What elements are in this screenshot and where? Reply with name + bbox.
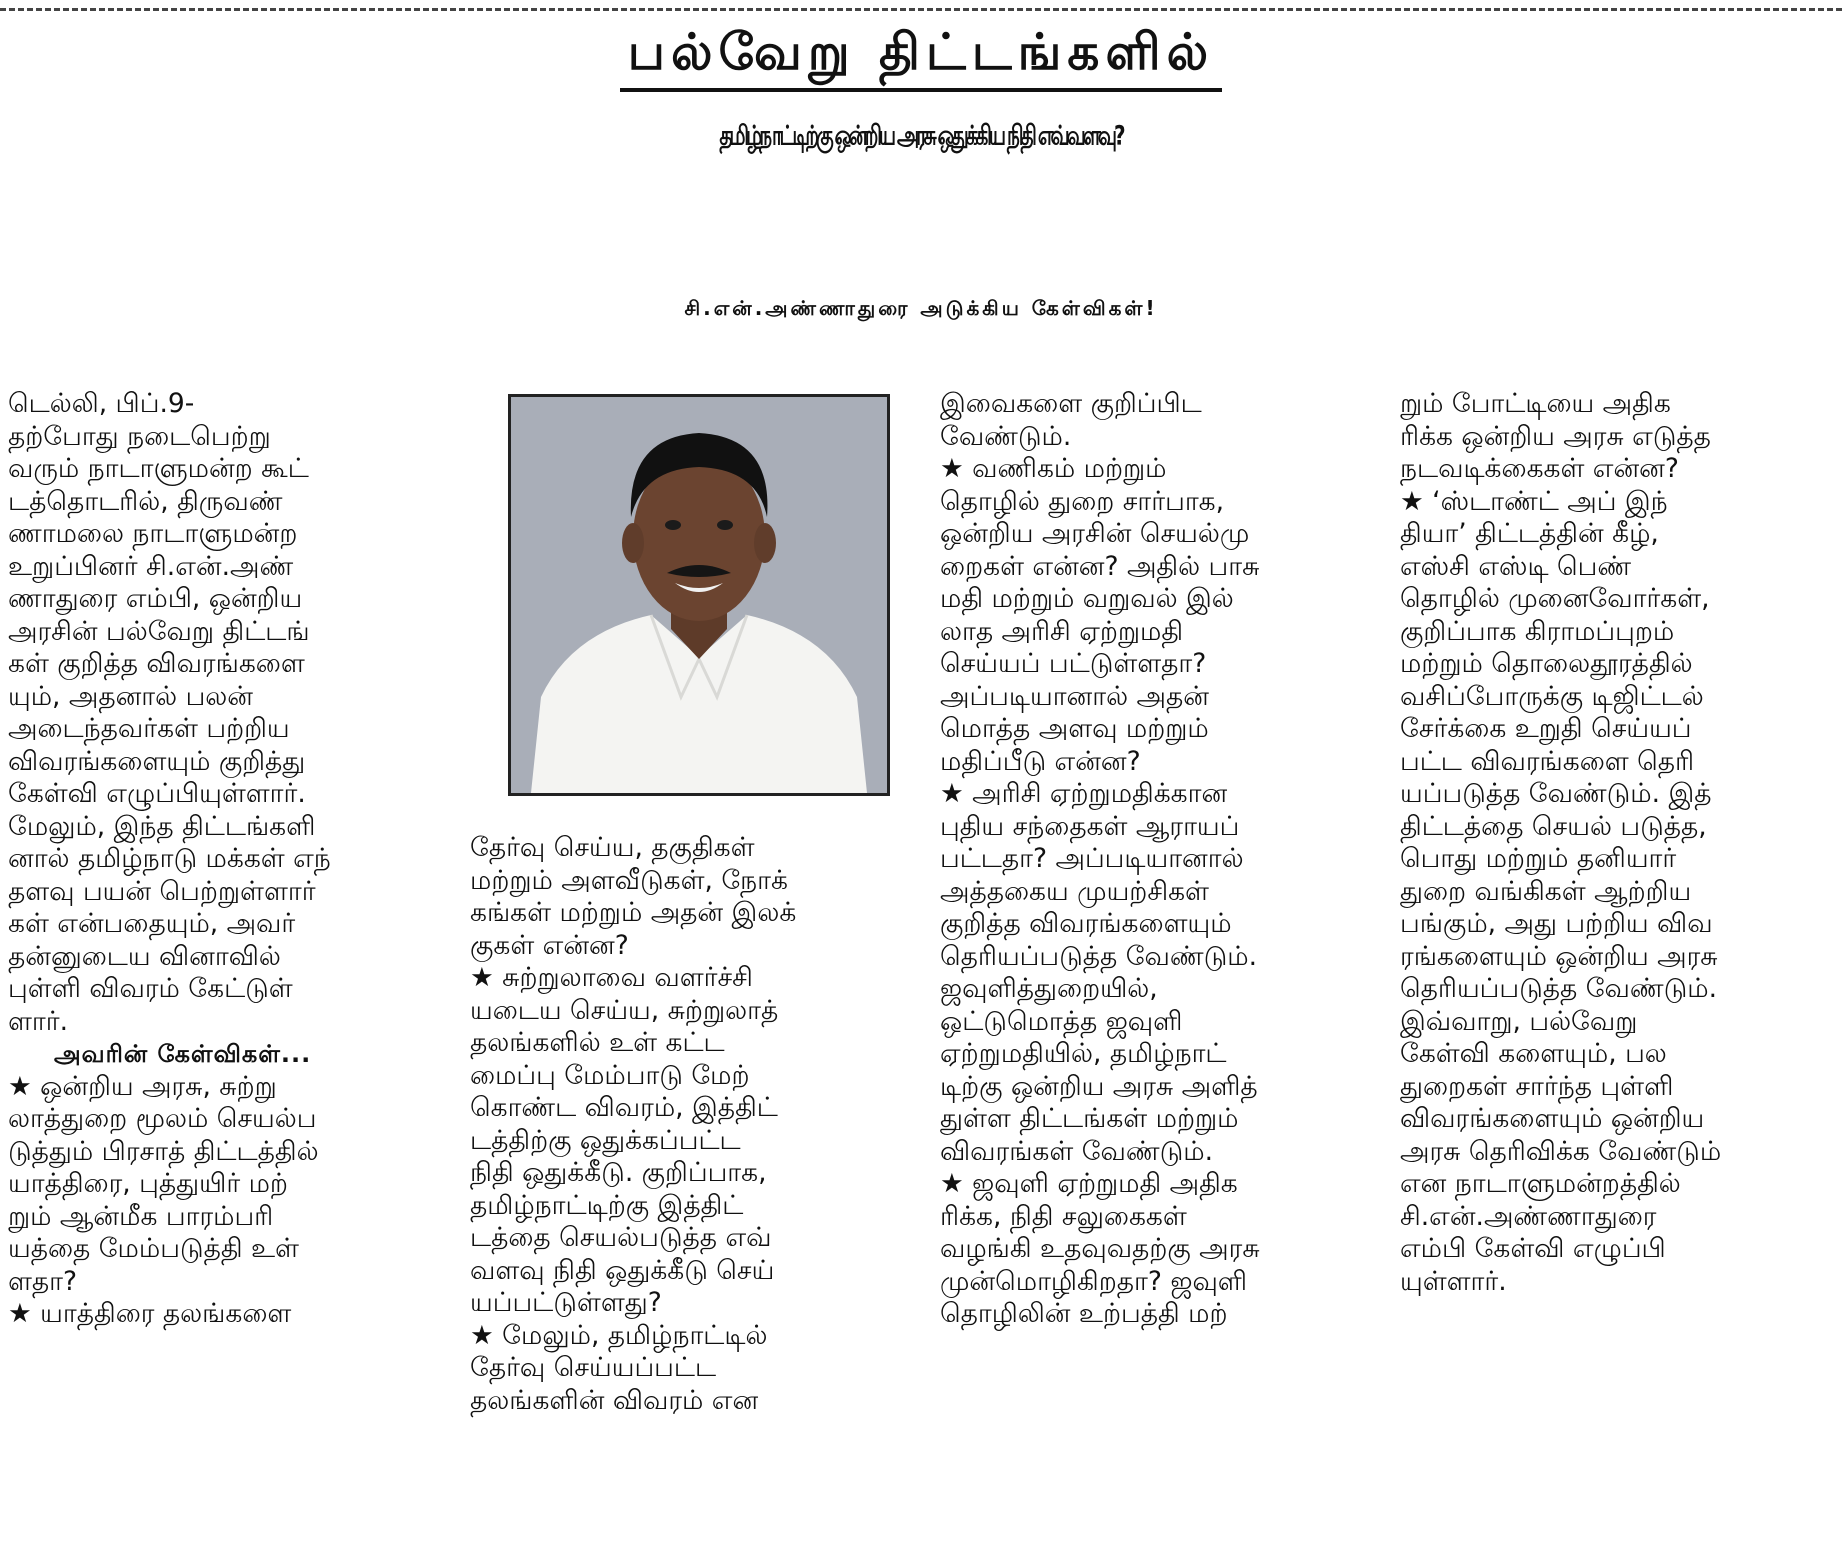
text-line: டிற்கு ஒன்றிய அரசு அளித்	[940, 1070, 1258, 1102]
headline: தமிழ்நாட்டிற்கு ஒன்றிய அரசு ஒதுக்கிய நிதி எவ்வளவு?	[719, 118, 1123, 152]
text-line: னால் தமிழ்நாடு மக்கள் எந்	[8, 843, 331, 874]
text-line: யப்படுத்த வேண்டும். இத்	[1400, 778, 1712, 809]
text-line: றும் ஆன்மீக பாரம்பரி	[8, 1200, 274, 1232]
column-2	[470, 832, 908, 1548]
text-line: யுள்ளார்.	[1400, 1265, 1507, 1297]
text-line: யும், அதனால் பலன்	[8, 680, 253, 712]
text-line: தொழில் துறை சார்பாக,	[940, 485, 1225, 517]
text-line: கேள்வி களையும், பல	[1400, 1038, 1667, 1069]
text-line: தேர்வு செய்ய, தகுதிகள்	[470, 832, 755, 863]
text-line: யத்தை மேம்படுத்தி உள்	[8, 1233, 299, 1264]
text-line: துறைகள் சார்ந்த புள்ளி	[1400, 1070, 1674, 1102]
text-line: டுத்தும் பிரசாத் திட்டத்தில்	[8, 1135, 319, 1167]
text-line: இவ்வாறு, பல்வேறு	[1400, 1005, 1638, 1037]
column-3	[940, 388, 1370, 1548]
text-line: நடவடிக்கைகள் என்ன?	[1400, 453, 1679, 484]
text-line: ரிக்க ஒன்றிய அரசு எடுத்த	[1400, 420, 1711, 452]
text-line: தியா’ திட்டத்தின் கீழ்,	[1400, 518, 1659, 549]
text-line: ★ ஜவுளி ஏற்றுமதி அதிக	[940, 1168, 1238, 1199]
text-line: றைகள் என்ன? அதில் பாசு	[940, 550, 1260, 582]
text-line: வளவு நிதி ஒதுக்கீடு செய்	[470, 1254, 775, 1286]
text-line: றும் போட்டியை அதிக	[1400, 388, 1671, 419]
text-line: மதி மற்றும் வறுவல் இல்	[940, 583, 1234, 614]
text-line: பட்ட விவரங்களை தெரி	[1400, 745, 1695, 777]
text-line: வேண்டும்.	[940, 420, 1072, 452]
portrait-photo	[508, 394, 890, 796]
text-line: ஏற்றுமதியில், தமிழ்நாட்	[940, 1038, 1227, 1069]
text-line: மற்றும் தொலைதூரத்தில்	[1400, 648, 1693, 679]
text-line: ★ அரிசி ஏற்றுமதிக்கான	[940, 778, 1228, 809]
text-line: செய்யப் பட்டுள்ளதா?	[940, 648, 1207, 679]
text-line: பங்கும், அது பற்றிய விவ	[1400, 908, 1713, 939]
text-line: எம்பி கேள்வி எழுப்பி	[1400, 1233, 1666, 1264]
text-line: ணாமலை நாடாளுமன்ற	[8, 518, 298, 549]
text-line: ★ சுற்றுலாவை வளர்ச்சி	[470, 962, 753, 993]
text-line: ★ வணிகம் மற்றும்	[940, 453, 1167, 484]
text-line: தெரியப்படுத்த வேண்டும்.	[1400, 973, 1718, 1004]
text-line: உறுப்பினர் சி.என்.அண்	[8, 550, 294, 582]
text-line: ★ ஒன்றிய அரசு, சுற்று	[8, 1070, 277, 1102]
text-line: இவைகளை குறிப்பிட	[940, 388, 1202, 419]
text-line: தொழில் முனைவோர்கள்,	[1400, 583, 1710, 614]
text-line: கேள்வி எழுப்பியுள்ளார்.	[8, 778, 306, 809]
text-line: தேர்வு செய்யப்பட்ட	[470, 1352, 717, 1383]
text-line: தலங்களில் உள் கட்ட	[470, 1027, 725, 1058]
text-line: ரங்களையும் ஒன்றிய அரசு	[1400, 940, 1718, 972]
text-line: சேர்க்கை உறுதி செய்யப்	[1400, 713, 1692, 744]
text-line: மேலும், இந்த திட்டங்களி	[8, 810, 316, 842]
text-line: துள்ள திட்டங்கள் மற்றும்	[940, 1103, 1239, 1134]
column-4	[1400, 388, 1830, 1548]
text-line: முன்மொழிகிறதா? ஜவுளி	[940, 1265, 1248, 1297]
text-line: லாத்துறை மூலம் செயல்ப	[8, 1103, 317, 1134]
column-1	[8, 388, 446, 1548]
text-line: ஜவுளித்துறையில்,	[940, 973, 1158, 1004]
text-line: ★ மேலும், தமிழ்நாட்டில்	[470, 1319, 768, 1351]
text-line: விவரங்களையும் குறித்து	[8, 745, 306, 777]
text-line: சி.என்.அண்ணாதுரை	[1400, 1200, 1657, 1232]
text-line: ளார்.	[8, 1005, 69, 1037]
text-line: துறை வங்கிகள் ஆற்றிய	[1400, 875, 1692, 907]
text-line: யப்பட்டுள்ளது?	[470, 1287, 662, 1318]
kicker-text: பல்வேறு திட்டங்களில்	[620, 24, 1222, 92]
text-line: அரசு தெரிவிக்க வேண்டும்	[1400, 1135, 1722, 1167]
text-line: ரிக்க, நிதி சலுகைகள்	[940, 1200, 1187, 1232]
text-line: டத்திற்கு ஒதுக்கப்பட்ட	[470, 1124, 741, 1156]
text-line: டத்தொடரில், திருவண்	[8, 485, 283, 517]
text-line: மற்றும் அளவீடுகள், நோக்	[470, 864, 788, 896]
text-line: கள் குறித்த விவரங்களை	[8, 648, 305, 679]
text-line: புதிய சந்தைகள் ஆராயப்	[940, 810, 1240, 842]
text-line: குகள் என்ன?	[470, 929, 629, 961]
text-line: தெரியப்படுத்த வேண்டும்.	[940, 940, 1258, 972]
text-line: விவரங்களையும் ஒன்றிய	[1400, 1103, 1705, 1134]
text-line: தமிழ்நாட்டிற்கு இத்திட்	[470, 1189, 744, 1221]
text-line: ஒன்றிய அரசின் செயல்மு	[940, 518, 1250, 549]
dateline: டெல்லி, பிப்.9-	[8, 388, 195, 419]
text-line: வரும் நாடாளுமன்ற கூட்	[8, 453, 309, 484]
text-line: கள் என்பதையும், அவர்	[8, 908, 296, 939]
subheadline: சி.என்.அண்ணாதுரை அடுக்கிய கேள்விகள்!	[684, 296, 1158, 320]
text-line: அத்தகைய முயற்சிகள்	[940, 875, 1209, 907]
text-line: பட்டதா? அப்படியானால்	[940, 843, 1244, 874]
section-subheading: அவரின் கேள்விகள்...	[54, 1040, 312, 1068]
text-line: தன்னுடைய வினாவில்	[8, 940, 281, 972]
text-line: விவரங்கள் வேண்டும்.	[940, 1135, 1213, 1167]
text-line: ★ யாத்திரை தலங்களை	[8, 1298, 292, 1329]
text-line: யடைய செய்ய, சுற்றுலாத்	[470, 994, 779, 1026]
text-line: புள்ளி விவரம் கேட்டுள்	[8, 973, 293, 1004]
text-line: வசிப்போருக்கு டிஜிட்டல்	[1400, 680, 1704, 712]
text-line: அப்படியானால் அதன்	[940, 680, 1209, 712]
text-line: அடைந்தவர்கள் பற்றிய	[8, 713, 290, 744]
kicker	[0, 24, 1842, 92]
text-line: என நாடாளுமன்றத்தில்	[1400, 1168, 1681, 1199]
text-line: மொத்த அளவு மற்றும்	[940, 713, 1209, 744]
text-line: தலங்களின் விவரம் என	[470, 1384, 759, 1416]
text-line: மதிப்பீடு என்ன?	[940, 745, 1141, 777]
text-line: ளதா?	[8, 1265, 78, 1297]
text-line: குறிப்பாக கிராமப்புறம்	[1400, 615, 1675, 647]
text-line: பொது மற்றும் தனியார்	[1400, 843, 1677, 874]
portrait-illustration	[511, 397, 887, 793]
text-line: நிதி ஒதுக்கீடு. குறிப்பாக,	[470, 1157, 767, 1188]
text-line: கங்கள் மற்றும் அதன் இலக்	[470, 897, 797, 928]
text-line: அரசின் பல்வேறு திட்டங்	[8, 615, 310, 647]
text-line: தளவு பயன் பெற்றுள்ளார்	[8, 875, 316, 907]
text-line: குறித்த விவரங்களையும்	[940, 908, 1232, 939]
text-line: டத்தை செயல்படுத்த எவ்	[470, 1222, 772, 1253]
text-line: தொழிலின் உற்பத்தி மற்	[940, 1298, 1228, 1329]
top-dashed-rule	[0, 8, 1842, 11]
text-line: தற்போது நடைபெற்று	[8, 420, 271, 452]
text-line: ணாதுரை எம்பி, ஒன்றிய	[8, 583, 303, 614]
text-line: ★ ‘ஸ்டாண்ட் அப் இந்	[1400, 485, 1668, 517]
text-line: யாத்திரை, புத்துயிர் மற்	[8, 1168, 288, 1199]
text-line: ஒட்டுமொத்த ஜவுளி	[940, 1005, 1183, 1037]
text-line: வழங்கி உதவுவதற்கு அரசு	[940, 1233, 1260, 1264]
text-line: திட்டத்தை செயல் படுத்த,	[1400, 810, 1707, 842]
text-line: லாத அரிசி ஏற்றுமதி	[940, 615, 1184, 647]
text-line: கொண்ட விவரம், இத்திட்	[470, 1092, 778, 1123]
text-line: மைப்பு மேம்பாடு மேற்	[470, 1059, 750, 1091]
text-line: எஸ்சி எஸ்டி பெண்	[1400, 550, 1632, 582]
